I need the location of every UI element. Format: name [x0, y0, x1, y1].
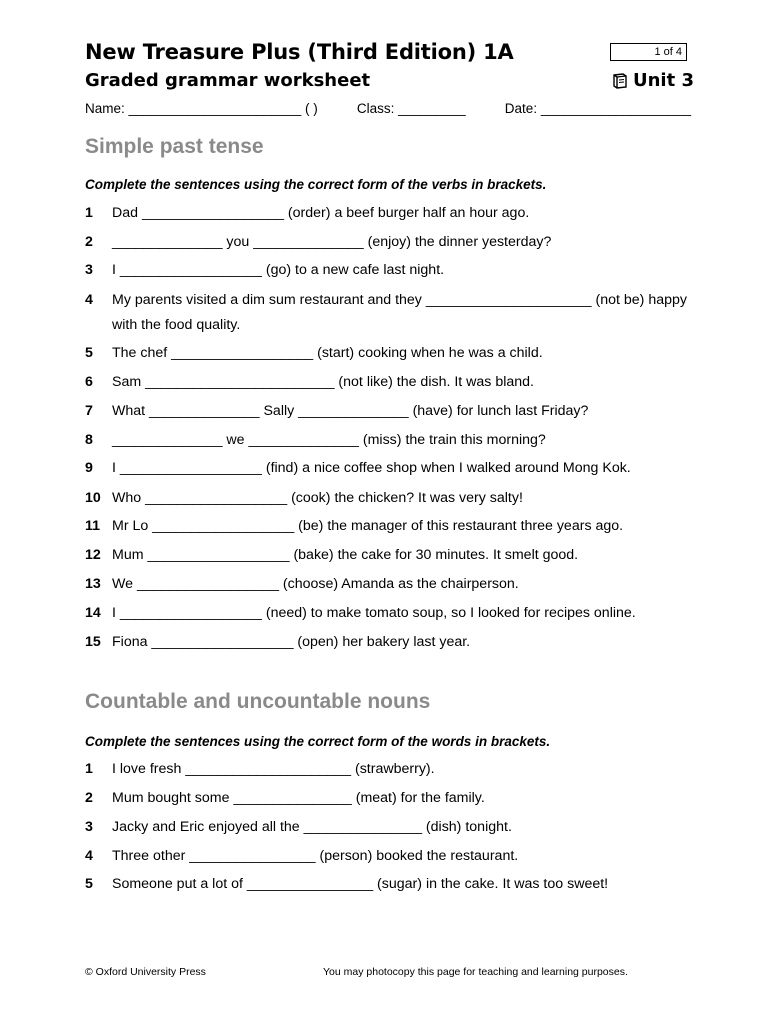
item-text: We __________________ (choose) Amanda as the chairperson. — [112, 576, 519, 592]
item-number: 9 — [85, 460, 93, 476]
section1-heading: Simple past tense — [85, 135, 264, 158]
item-text: Sam ________________________ (not like) the dish. It was bland. — [112, 374, 534, 390]
item-number: 7 — [85, 403, 93, 419]
page-indicator: 1 of 4 — [610, 43, 687, 61]
item-number: 3 — [85, 819, 93, 835]
item-text: Someone put a lot of ________________ (sugar) in the cake. It was too sweet! — [112, 876, 609, 892]
section1-instruction: Complete the sentences using the correct form of the verbs in brackets. — [85, 177, 547, 192]
item-text: ______________ we ______________ (miss) the train this morning? — [112, 432, 546, 448]
worksheet-title: New Treasure Plus (Third Edition) 1A — [85, 40, 514, 64]
item-number: 2 — [85, 790, 93, 806]
item-number: 13 — [85, 576, 101, 592]
unit-label — [611, 70, 694, 91]
item-text: I __________________ (need) to make tomato soup, so I looked for recipes online. — [112, 605, 636, 621]
section2-instruction: Complete the sentences using the correct form of the words in brackets. — [85, 734, 551, 749]
date-field: Date: ____________________ — [504, 101, 691, 116]
item-number: 8 — [85, 432, 93, 448]
item-text: Mr Lo __________________ (be) the manager of this restaurant three years ago. — [112, 518, 624, 534]
item-number: 1 — [85, 205, 93, 221]
book-icon — [611, 72, 629, 90]
item-number: 4 — [85, 848, 93, 864]
item-number: 12 — [85, 547, 101, 563]
item-number: 10 — [85, 490, 101, 506]
footer-copyright: © Oxford University Press — [85, 966, 206, 978]
item-text: Mum bought some _______________ (meat) for the family. — [112, 790, 485, 806]
item-text: ______________ you ______________ (enjoy) the dinner yesterday? — [112, 234, 552, 250]
name-field: Name: _______________________ ( ) — [85, 101, 318, 116]
item-number: 2 — [85, 234, 93, 250]
worksheet-subtitle: Graded grammar worksheet — [85, 70, 371, 91]
item-number: 3 — [85, 262, 93, 278]
item-number: 14 — [85, 605, 101, 621]
item-text: What ______________ Sally ______________ (have) for lunch last Friday? — [112, 403, 589, 419]
student-info-line — [85, 101, 691, 116]
item-number: 1 — [85, 761, 93, 777]
item-number: 15 — [85, 634, 101, 650]
footer-notice: You may photocopy this page for teaching and learning purposes. — [323, 966, 628, 978]
item-text: I __________________ (go) to a new cafe last night. — [112, 262, 445, 278]
class-field: Class: _________ — [356, 101, 466, 116]
item-text: Who __________________ (cook) the chicken? It was very salty! — [112, 490, 523, 506]
unit-text: Unit 3 — [633, 70, 694, 91]
item-text: I love fresh _____________________ (strawberry). — [112, 761, 435, 777]
item-number: 5 — [85, 345, 93, 361]
item-number: 5 — [85, 876, 93, 892]
item-text: The chef __________________ (start) cooking when he was a child. — [112, 345, 543, 361]
section2-heading: Countable and uncountable nouns — [85, 690, 431, 713]
item-text: Mum __________________ (bake) the cake for 30 minutes. It smelt good. — [112, 547, 579, 563]
item-text: My parents visited a dim sum restaurant and they _____________________ (not be) happy with the food quality. — [112, 292, 687, 333]
item-number: 4 — [85, 292, 93, 308]
item-text: Fiona __________________ (open) her bakery last year. — [112, 634, 471, 650]
item-text: Jacky and Eric enjoyed all the _______________ (dish) tonight. — [112, 819, 512, 835]
item-number: 6 — [85, 374, 93, 390]
item-text: Three other ________________ (person) booked the restaurant. — [112, 848, 519, 864]
item-text: Dad __________________ (order) a beef burger half an hour ago. — [112, 205, 530, 221]
item-text: I __________________ (find) a nice coffee shop when I walked around Mong Kok. — [112, 460, 631, 476]
item-number: 11 — [85, 518, 100, 534]
